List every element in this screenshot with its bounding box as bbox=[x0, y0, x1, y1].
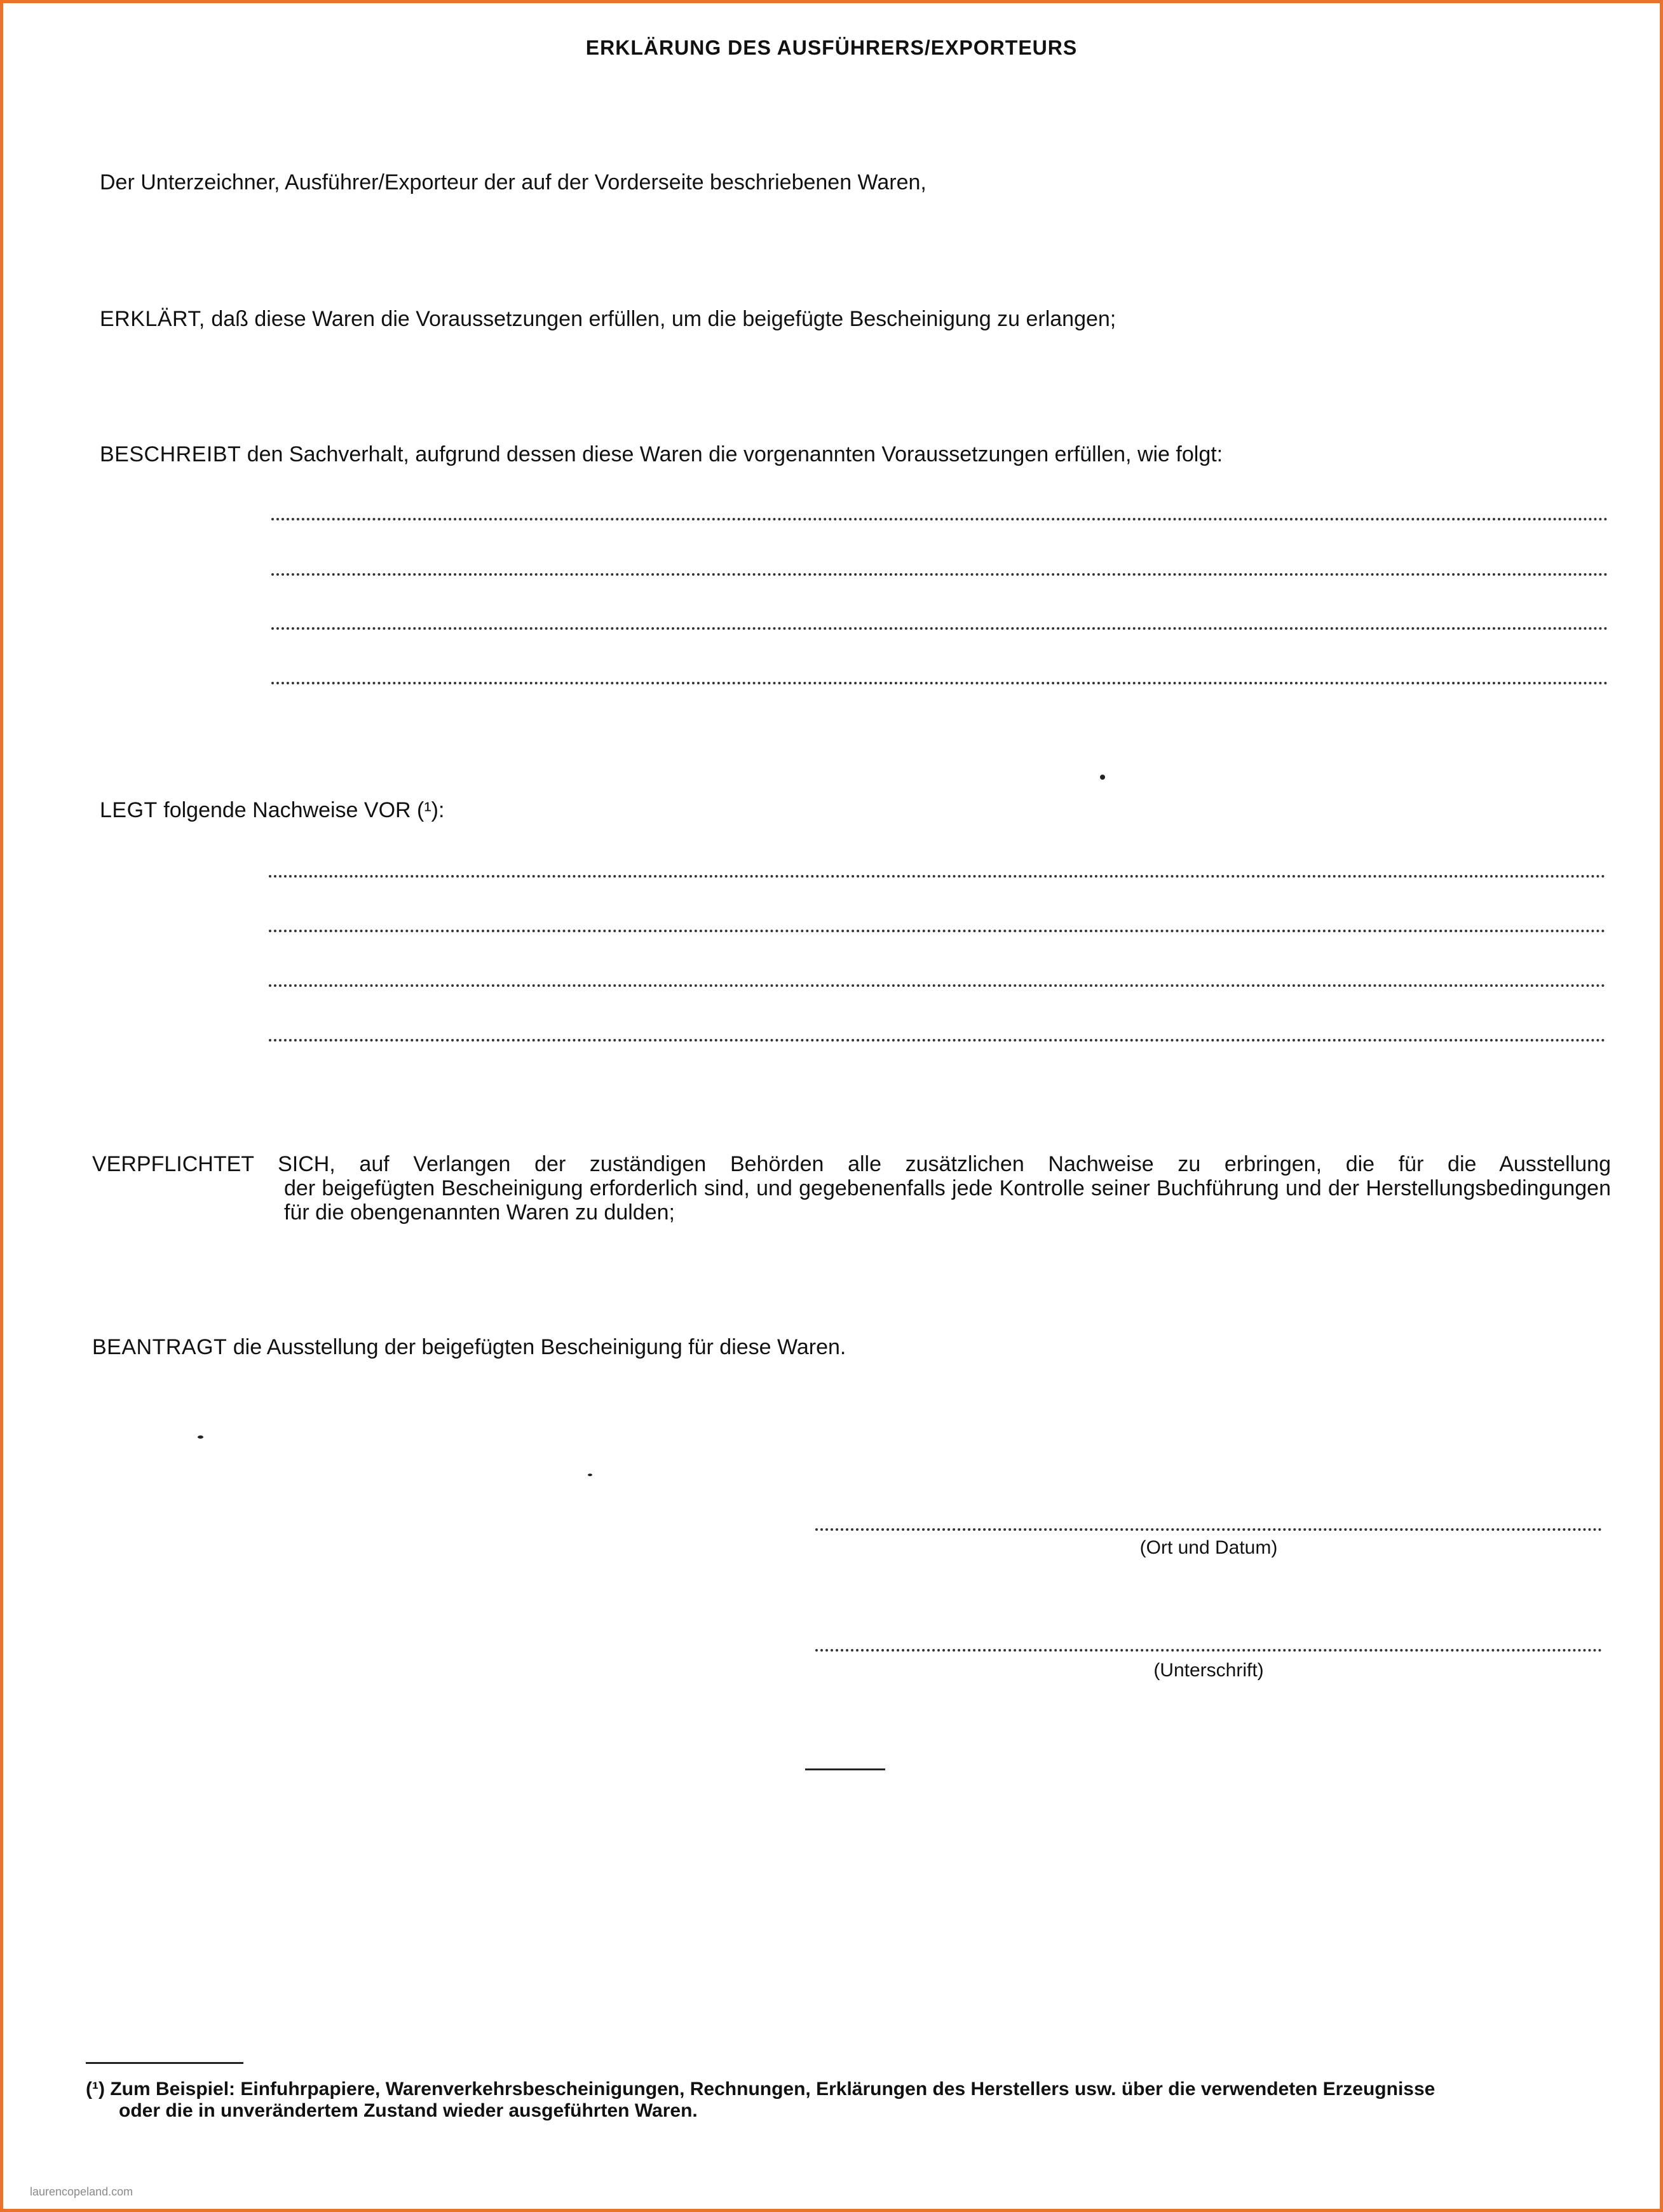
evidence-line-4[interactable] bbox=[269, 1039, 1606, 1042]
place-date-caption: (Ort und Datum) bbox=[1139, 1537, 1278, 1558]
legt-paragraph bbox=[100, 797, 444, 823]
end-rule bbox=[805, 1768, 885, 1770]
erklaert-text: daß diese Waren die Voraussetzungen erfüllen, um die beigefügte Bescheinigung zu erlangen; bbox=[205, 307, 1117, 331]
beschreibt-text: den Sachverhalt, aufgrund dessen diese Waren die vorgenannten Voraussetzungen erfüllen, wie folgt: bbox=[241, 442, 1223, 466]
scan-speck bbox=[198, 1435, 203, 1439]
beantragt-keyword: BEANTRAGT bbox=[92, 1335, 227, 1359]
description-line-4[interactable] bbox=[271, 682, 1608, 684]
footnote-line-1 bbox=[86, 2079, 1611, 2100]
verpflichtet-line-2: der beigefügten Bescheinigung erforderlich sind, und gegebenenfalls jede Kontrolle seiner Buchführung und der Herstellungsbedingungen für die obengenannten Waren zu dulden; bbox=[284, 1176, 1611, 1225]
erklaert-keyword: ERKLÄRT, bbox=[100, 307, 205, 331]
footnote bbox=[86, 2079, 1611, 2122]
legt-keyword: LEGT bbox=[100, 798, 158, 822]
beschreibt-paragraph bbox=[100, 442, 1223, 467]
intro-paragraph: Der Unterzeichner, Ausführer/Exporteur der auf der Vorderseite beschriebenen Waren, bbox=[100, 170, 927, 194]
signature-caption: (Unterschrift) bbox=[1153, 1660, 1264, 1681]
document-title: ERKLÄRUNG DES AUSFÜHRERS/EXPORTEURS bbox=[585, 36, 1078, 59]
description-line-2[interactable] bbox=[271, 573, 1608, 576]
erklaert-paragraph bbox=[100, 306, 1116, 332]
signature-line[interactable] bbox=[815, 1649, 1602, 1652]
beantragt-paragraph bbox=[92, 1334, 846, 1360]
legt-text: folgende Nachweise VOR (¹): bbox=[157, 798, 445, 822]
footnote-marker: (¹) bbox=[86, 2079, 105, 2100]
watermark: laurencopeland.com bbox=[30, 2185, 133, 2198]
verpflichtet-line-1: VERPFLICHTET SICH, auf Verlangen der zuständigen Behörden alle zusätzlichen Nachweise zu erbringen, die für die Ausstellung bbox=[92, 1152, 1611, 1176]
place-date-line[interactable] bbox=[815, 1528, 1602, 1531]
footnote-text-1: Zum Beispiel: Einfuhrpapiere, Warenverkehrsbescheinigungen, Rechnungen, Erklärungen des Herstellers usw. über die verwendeten Erzeugnisse bbox=[104, 2079, 1436, 2100]
evidence-line-1[interactable] bbox=[269, 875, 1606, 878]
evidence-line-2[interactable] bbox=[269, 930, 1606, 932]
scan-speck bbox=[1100, 775, 1105, 780]
beschreibt-keyword: BESCHREIBT bbox=[100, 442, 241, 466]
beantragt-text: die Ausstellung der beigefügten Bescheinigung für diese Waren. bbox=[227, 1335, 846, 1359]
verpflichtet-paragraph bbox=[92, 1152, 1611, 1225]
description-line-3[interactable] bbox=[271, 627, 1608, 630]
description-line-1[interactable] bbox=[271, 518, 1608, 520]
scan-speck bbox=[588, 1474, 592, 1476]
evidence-line-3[interactable] bbox=[269, 984, 1606, 987]
footnote-line-2: oder die in unverändertem Zustand wieder ausgeführten Waren. bbox=[119, 2100, 698, 2121]
footnote-separator bbox=[86, 2062, 243, 2064]
